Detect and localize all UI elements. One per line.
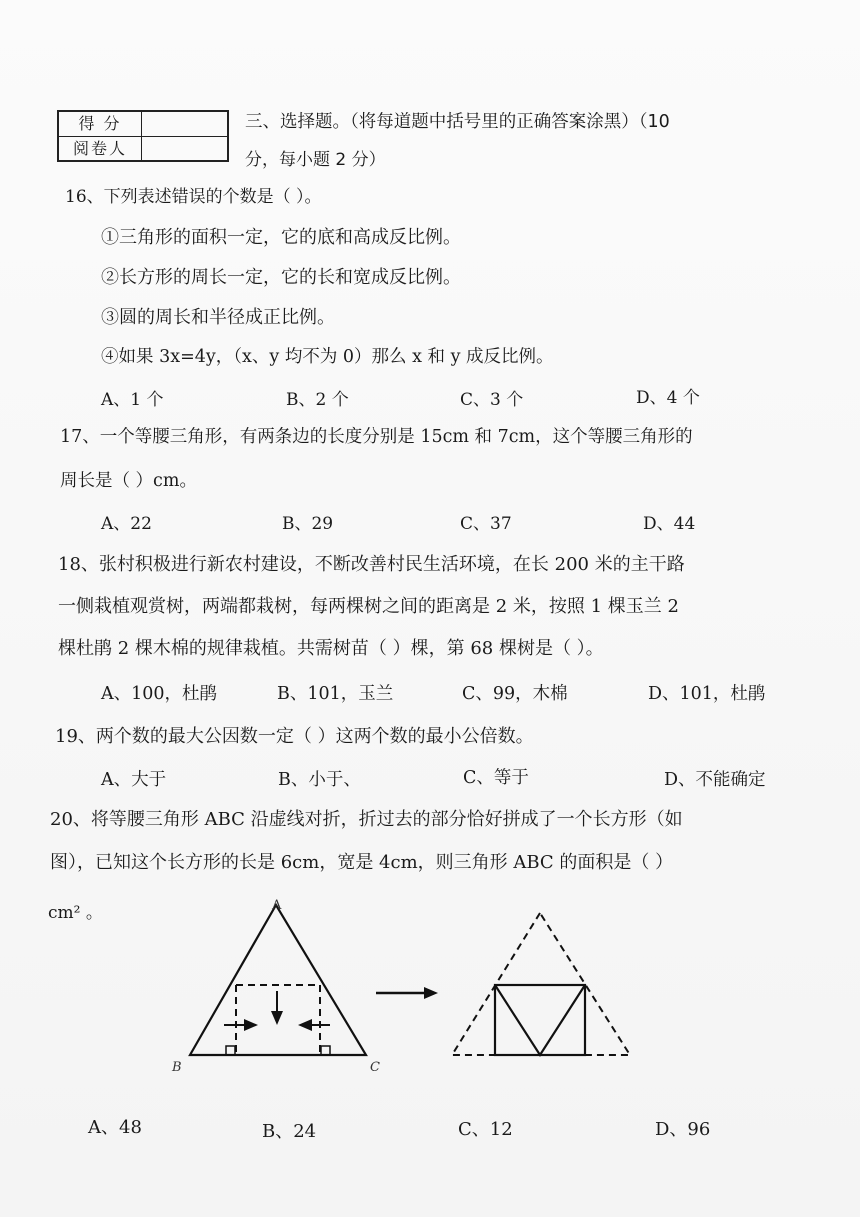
q20-option-d[interactable]: D、96 — [655, 1119, 711, 1140]
q20-option-c[interactable]: C、12 — [458, 1119, 513, 1140]
transform-arrow-icon — [376, 987, 438, 999]
arrow-down-icon — [271, 991, 283, 1025]
q16-statement-3: ③圆的周长和半径成正比例。 — [101, 307, 335, 328]
q20-line-2: 图），已知这个长方形的长是 6cm，宽是 4cm，则三角形 ABC 的面积是（ ） — [50, 852, 674, 873]
q16-stem: 16、下列表述错误的个数是（ ）。 — [65, 187, 322, 207]
q17-option-a[interactable]: A、22 — [101, 514, 152, 534]
q17-option-d[interactable]: D、44 — [643, 514, 696, 534]
q20-line-3: cm² 。 — [48, 903, 103, 923]
q20-option-a[interactable]: A、48 — [88, 1117, 142, 1138]
score-label: 得 分 — [59, 112, 142, 136]
q17-option-b[interactable]: B、29 — [282, 514, 334, 534]
right-angle-mark-left — [226, 1046, 235, 1055]
q18-option-c[interactable]: C、99，木棉 — [462, 684, 568, 704]
arrow-left-icon — [298, 1019, 330, 1031]
q16-option-b[interactable]: B、2 个 — [286, 390, 349, 410]
rectangle-v-lines — [495, 985, 585, 1055]
arrow-right-icon — [224, 1019, 258, 1031]
q18-line-2: 一侧栽植观赏树，两端都栽树，每两棵树之间的距离是 2 米，按照 1 棵玉兰 2 — [58, 596, 679, 617]
q16-statement-1: ①三角形的面积一定，它的底和高成反比例。 — [101, 227, 461, 248]
grader-field[interactable] — [143, 137, 229, 161]
q16-statement-2: ②长方形的周长一定，它的长和宽成反比例。 — [101, 267, 461, 288]
q16-option-c[interactable]: C、3 个 — [460, 390, 524, 410]
q17-option-c[interactable]: C、37 — [460, 514, 512, 534]
label-left: B — [172, 1060, 182, 1075]
q20-option-b[interactable]: B、24 — [262, 1121, 317, 1142]
q18-option-d[interactable]: D、101，杜鹃 — [648, 684, 766, 704]
triangle-abc — [190, 905, 366, 1055]
label-right: C — [370, 1060, 380, 1075]
section-title: 三、选择题。（将每道题中括号里的正确答案涂黑）（10 — [245, 112, 670, 132]
q18-option-b[interactable]: B、101，玉兰 — [277, 684, 394, 704]
q16-option-d[interactable]: D、4 个 — [636, 388, 700, 408]
rectangle — [495, 985, 585, 1055]
q17-line-1: 17、一个等腰三角形，有两条边的长度分别是 15cm 和 7cm，这个等腰三角形的 — [60, 427, 693, 447]
q18-line-1: 18、张村积极进行新农村建设，不断改善村民生活环境，在长 200 米的主干路 — [58, 554, 685, 575]
score-field[interactable] — [143, 112, 229, 136]
q20-figure — [170, 895, 640, 1085]
q19-stem: 19、两个数的最大公因数一定（ ）这两个数的最小公倍数。 — [55, 726, 534, 747]
q19-option-a[interactable]: A、大于 — [101, 770, 167, 790]
q19-option-c[interactable]: C、等于 — [463, 768, 529, 788]
q19-option-d[interactable]: D、不能确定 — [664, 770, 766, 790]
q16-option-a[interactable]: A、1 个 — [101, 390, 164, 410]
q18-option-a[interactable]: A、100，杜鹃 — [101, 684, 218, 704]
label-apex: A — [272, 898, 282, 913]
grader-label: 阅卷人 — [59, 137, 142, 161]
section-title-cont: 分，每小题 2 分） — [245, 150, 386, 170]
q16-statement-4: ④如果 3x=4y，（x、y 均不为 0）那么 x 和 y 成反比例。 — [101, 347, 554, 367]
score-table — [57, 110, 229, 162]
q20-line-1: 20、将等腰三角形 ABC 沿虚线对折，折过去的部分恰好拼成了一个长方形（如 — [50, 809, 683, 830]
right-angle-mark-right — [321, 1046, 330, 1055]
q18-line-3: 棵杜鹃 2 棵木棉的规律栽植。共需树苗（ ）棵，第 68 棵树是（ ）。 — [58, 638, 604, 659]
q17-line-2: 周长是（ ）cm。 — [60, 471, 197, 491]
q19-option-b[interactable]: B、小于、 — [278, 770, 361, 790]
